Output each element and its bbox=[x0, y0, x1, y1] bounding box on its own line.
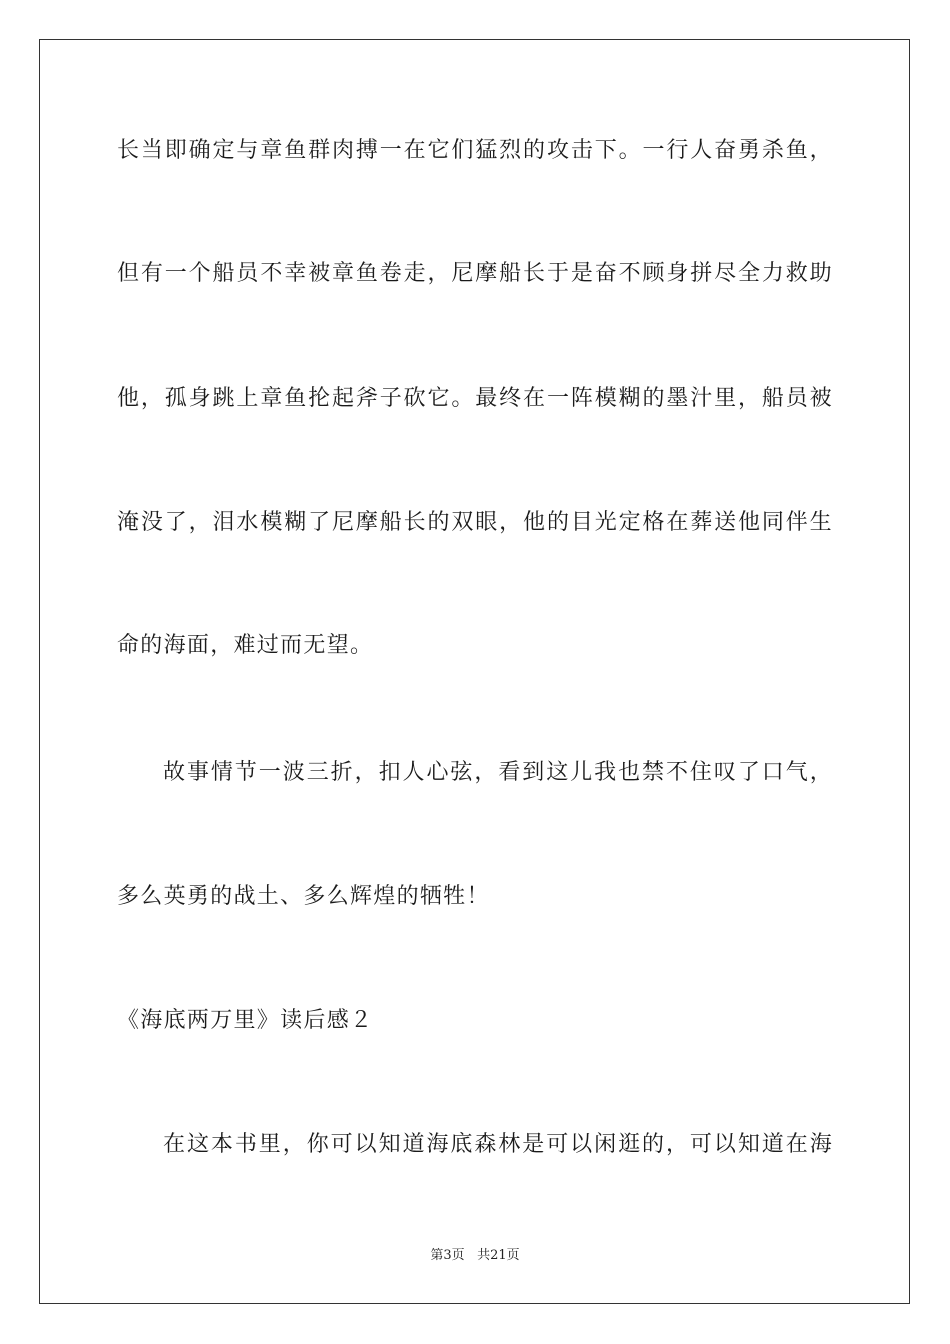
total-pages: 共21页 bbox=[477, 1248, 520, 1263]
page-number: 第3页 bbox=[430, 1248, 465, 1263]
body-text-line: 多么英勇的战土、多么辉煌的牺牲！ bbox=[117, 884, 490, 909]
body-text-line: 命的海面，难过而无望。 bbox=[117, 633, 374, 658]
page-footer bbox=[0, 1247, 950, 1265]
section-heading: 《海底两万里》读后感２ bbox=[117, 1008, 374, 1033]
page-border bbox=[39, 39, 910, 1304]
paragraph-first-line: 故事情节一波三折，扣人心弦，看到这儿我也禁不住叹了口气， bbox=[163, 760, 833, 785]
body-text-line: 长当即确定与章鱼群肉搏一在它们猛烈的攻击下。一行人奋勇杀鱼， bbox=[117, 138, 833, 163]
body-text-line: 他，孤身跳上章鱼抡起斧子砍它。最终在一阵模糊的墨汁里，船员被 bbox=[117, 386, 833, 411]
body-text-line: 但有一个船员不幸被章鱼卷走，尼摩船长于是奋不顾身拼尽全力救助 bbox=[117, 261, 833, 286]
body-text-line: 淹没了，泪水模糊了尼摩船长的双眼，他的目光定格在葬送他同伴生 bbox=[117, 510, 833, 535]
paragraph-first-line: 在这本书里，你可以知道海底森林是可以闲逛的，可以知道在海 bbox=[163, 1132, 833, 1157]
